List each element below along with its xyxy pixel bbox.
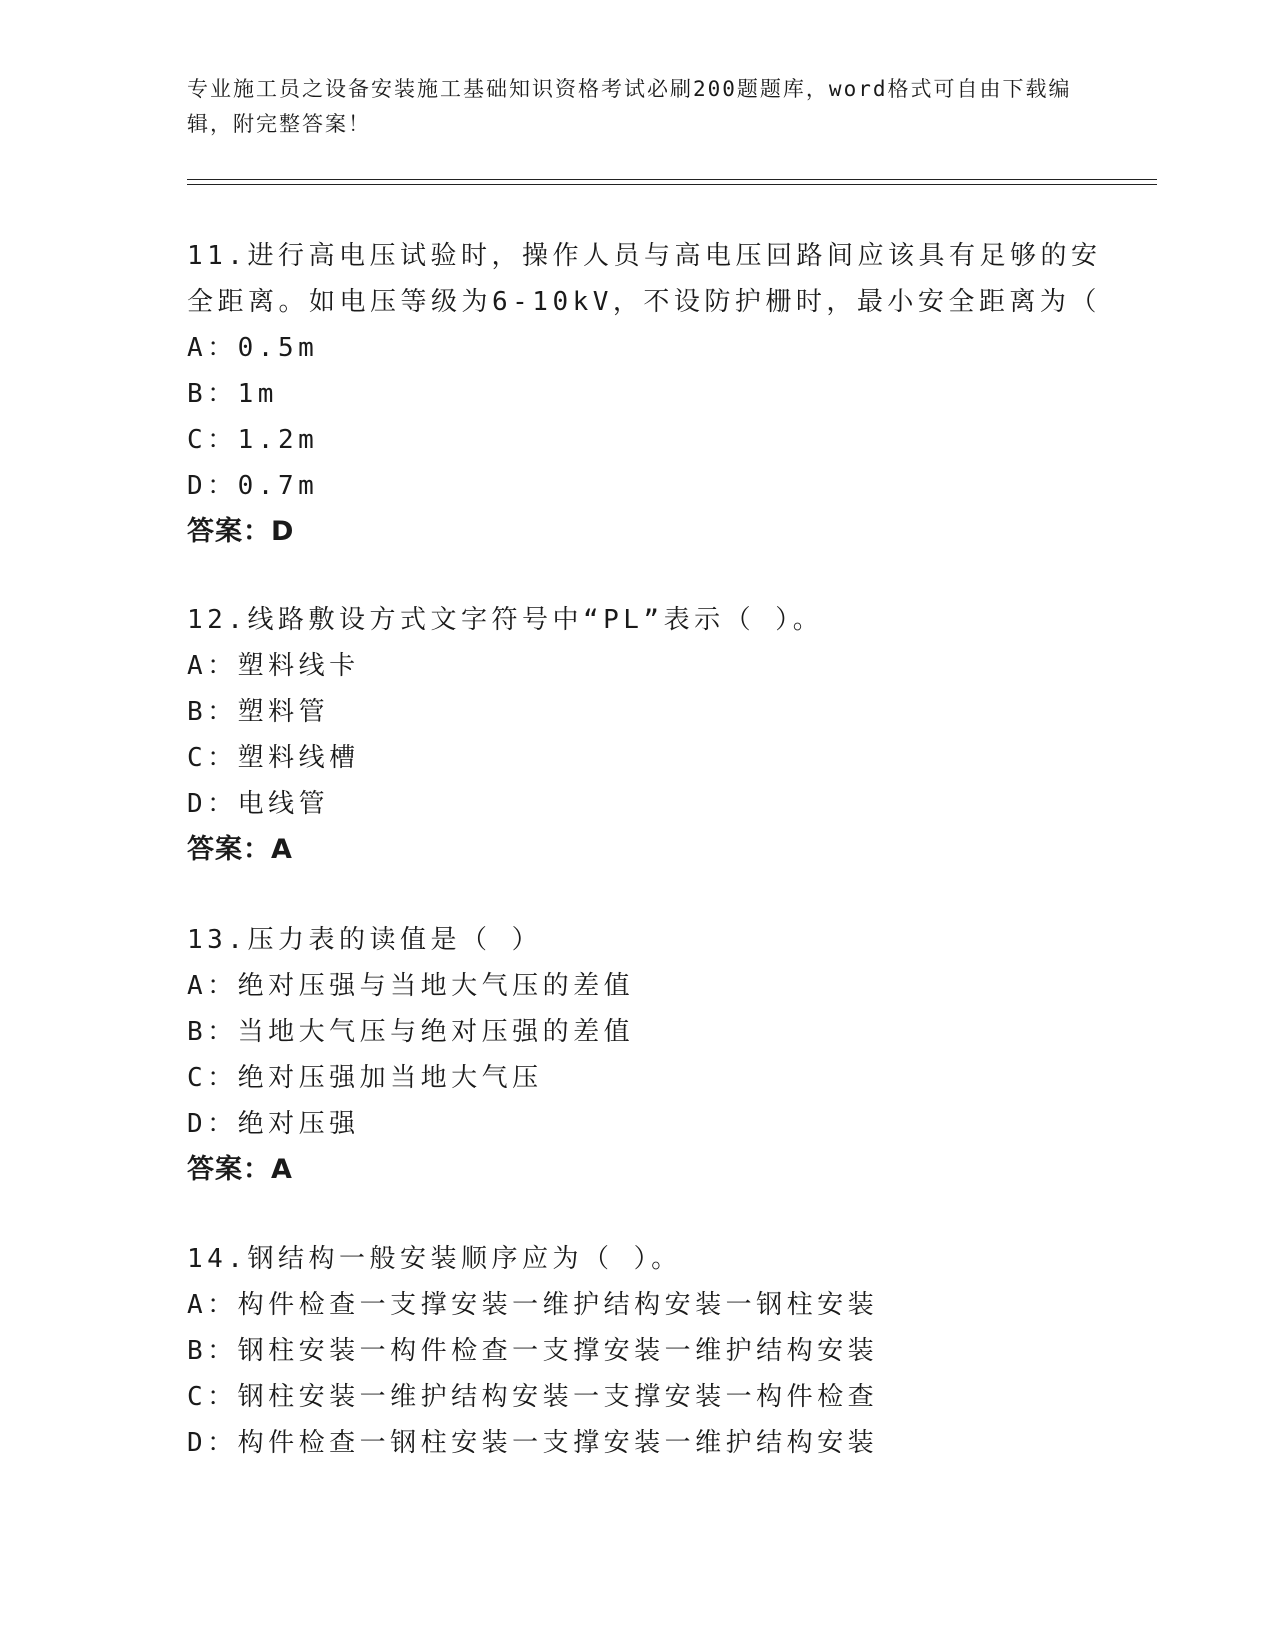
answer: 答案：D bbox=[187, 516, 295, 547]
document-header: 专业施工员之设备安装施工基础知识资格考试必刷200题题库，word格式可自由下载编辑，附完整答案！ bbox=[187, 77, 1072, 136]
option-a: A：0.5m bbox=[187, 333, 319, 363]
option-b: B：钢柱安装一构件检查一支撑安装一维护结构安装 bbox=[187, 1336, 879, 1366]
option-d: D：构件检查一钢柱安装一支撑安装一维护结构安装 bbox=[187, 1428, 879, 1458]
question-13 bbox=[187, 917, 1127, 1193]
question-stem: 11.进行高电压试验时，操作人员与高电压回路间应该具有足够的安全距离。如电压等级为6-10kV，不设防护栅时，最小安全距离为（ bbox=[187, 241, 1102, 317]
header-divider-top bbox=[187, 179, 1157, 180]
header-divider-bottom bbox=[187, 184, 1157, 185]
question-stem: 13.压力表的读值是（ ） bbox=[187, 925, 543, 955]
question-14 bbox=[187, 1236, 1127, 1466]
answer: 答案：A bbox=[187, 834, 293, 865]
option-d: D：绝对压强 bbox=[187, 1109, 360, 1139]
option-d: D：电线管 bbox=[187, 789, 330, 819]
option-c: C：1.2m bbox=[187, 425, 319, 455]
option-b: B：当地大气压与绝对压强的差值 bbox=[187, 1017, 635, 1047]
option-a: A：绝对压强与当地大气压的差值 bbox=[187, 971, 635, 1001]
option-a: A：塑料线卡 bbox=[187, 651, 360, 681]
option-c: C：塑料线槽 bbox=[187, 743, 360, 773]
question-stem: 14.钢结构一般安装顺序应为（ ）。 bbox=[187, 1244, 682, 1274]
question-stem: 12.线路敷设方式文字符号中“PL”表示（ ）。 bbox=[187, 605, 824, 635]
option-d: D：0.7m bbox=[187, 471, 319, 501]
option-a: A：构件检查一支撑安装一维护结构安装一钢柱安装 bbox=[187, 1290, 879, 1320]
option-c: C：绝对压强加当地大气压 bbox=[187, 1063, 543, 1093]
answer: 答案：A bbox=[187, 1154, 293, 1185]
option-b: B：塑料管 bbox=[187, 697, 330, 727]
option-b: B：1m bbox=[187, 379, 278, 409]
option-c: C：钢柱安装一维护结构安装一支撑安装一构件检查 bbox=[187, 1382, 879, 1412]
question-11 bbox=[187, 233, 1127, 555]
question-12 bbox=[187, 597, 1127, 873]
